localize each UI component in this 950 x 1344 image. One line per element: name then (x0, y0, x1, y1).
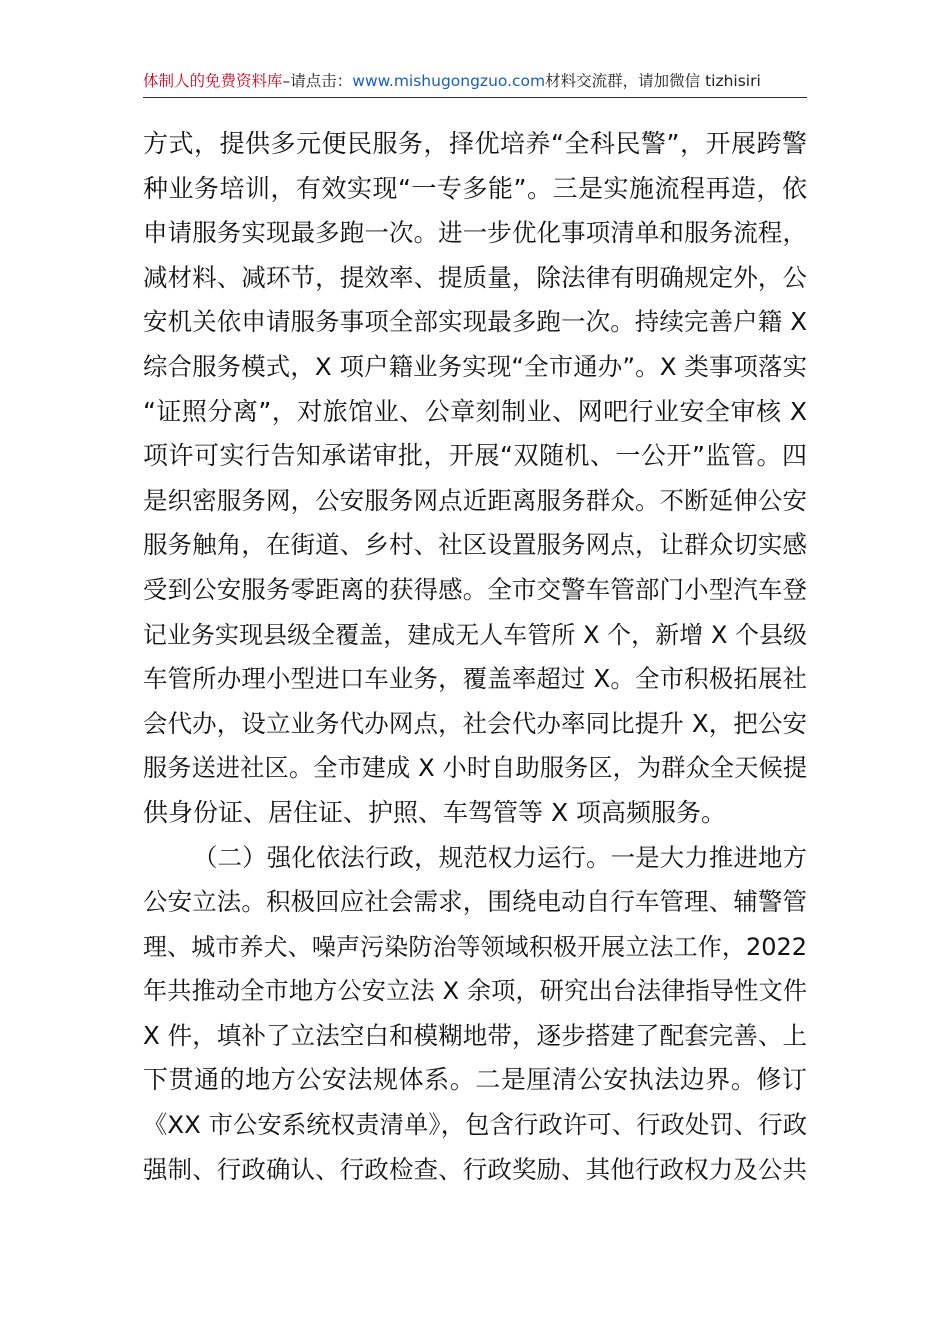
header-url-link[interactable]: www.mishugongzuo.com (352, 72, 546, 90)
body-line-13: 车管所办理小型进口车业务，覆盖率超过 X。全市积极拓展社 (143, 664, 807, 694)
body-line-10: 服务触角，在街道、乡村、社区设置服务网点，让群众切实感 (143, 530, 807, 560)
document-body (143, 122, 807, 1192)
body-line-6: 综合服务模式，X 项户籍业务实现“全市通办”。X 类事项落实 (143, 351, 807, 381)
body-line-16: 供身份证、居住证、护照、车驾管等 X 项高频服务。 (143, 797, 727, 827)
body-line-11: 受到公安服务零距离的获得感。全市交警车管部门小型汽车登 (143, 574, 807, 604)
body-line-1: 方式，提供多元便民服务，择优培养“全科民警”，开展跨警 (143, 129, 807, 158)
body-line-15: 服务送进社区。全市建成 X 小时自助服务区，为群众全天候提 (143, 754, 807, 783)
header-banner (143, 66, 807, 96)
body-line-4: 减材料、减环节，提效率、提质量，除法律有明确规定外，公 (143, 262, 807, 292)
body-line-3: 申请服务实现最多跑一次。进一步优化事项清单和服务流程， (143, 218, 807, 248)
body-line-22: 下贯通的地方公安法规体系。二是厘清公安执法边界。修订 (143, 1065, 807, 1095)
body-line-19: 理、城市养犬、噪声污染防治等领域积极开展立法工作，2022 (143, 932, 807, 961)
body-line-18: 公安立法。积极回应社会需求，围绕电动自行车管理、辅警管 (143, 887, 807, 917)
body-line-5: 安机关依申请服务事项全部实现最多跑一次。持续完善户籍 X (143, 307, 807, 337)
body-line-23: 《XX 市公安系统权责清单》，包含行政许可、行政处罚、行政 (143, 1110, 807, 1140)
body-line-24: 强制、行政确认、行政检查、行政奖励、其他行政权力及公共 (143, 1154, 807, 1184)
body-line-2: 种业务培训，有效实现“一专多能”。三是实施流程再造，依 (143, 173, 807, 203)
body-line-8: 项许可实行告知承诺审批，开展“双随机、一公开”监管。四 (143, 441, 807, 471)
body-line-9: 是织密服务网，公安服务网点近距离服务群众。不断延伸公安 (143, 485, 807, 515)
body-line-7: “证照分离”，对旅馆业、公章刻制业、网吧行业安全审核 X (143, 396, 807, 426)
body-line-21: X 件，填补了立法空白和模糊地带，逐步搭建了配套完善、上 (143, 1020, 807, 1050)
header-separator: –请点击： (282, 72, 353, 90)
header-contact: 材料交流群，请加微信 tizhisiri (545, 72, 761, 90)
body-line-17-section-heading: （二）强化依法行政，规范权力运行。一是大力推进地方 (193, 842, 807, 872)
body-line-14: 会代办，设立业务代办网点，社会代办率同比提升 X，把公安 (143, 708, 807, 738)
body-line-12: 记业务实现县级全覆盖，建成无人车管所 X 个，新增 X 个县级 (143, 620, 807, 649)
header-brand: 体制人的免费资料库 (143, 72, 283, 90)
body-line-20: 年共推动全市地方公安立法 X 余项，研究出台法律指导性文件 (143, 977, 807, 1006)
header-divider (143, 97, 807, 98)
